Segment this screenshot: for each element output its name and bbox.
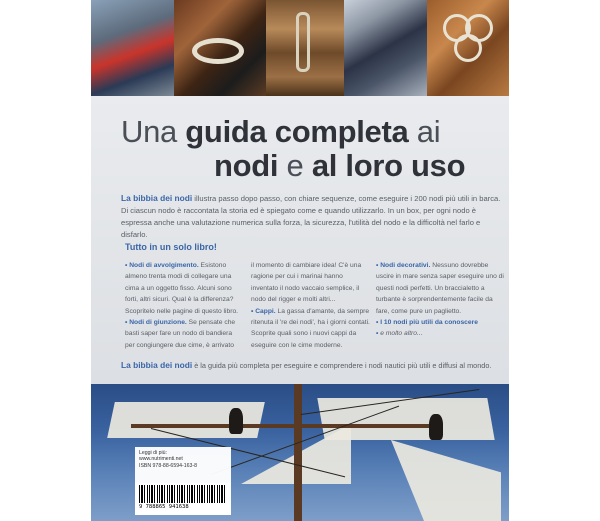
column-2: il momento di cambiare idea! C'è una ragione per cui i marinai hanno inventato il nodo vaccaio semplice, il nodo del rigger e molti altri... • Cappi. La gassa d'amante, da sempre ritenuta il 're dei nodi', ha i giorni contati. Scoprite quali sono i nuovi cappi da eseguire con le cime moderne. [251, 262, 370, 349]
photo-woman-tying-knot [344, 0, 427, 96]
item-text: Nessuno dovrebbe uscire in mare senza saper eseguire uno di questi nodi perfetti. Un braccialetto a turbante è sorprendentemente facile da fare, come pure un paglietto. [376, 262, 504, 315]
photo-decorative-knot [427, 0, 509, 96]
sailor-figure [229, 408, 243, 434]
sail [391, 440, 501, 521]
yard [131, 424, 431, 428]
sail [317, 398, 494, 440]
book-name-highlight: La bibbia dei nodi [121, 193, 193, 203]
book-name-highlight: La bibbia dei nodi [121, 360, 193, 370]
sailor-figure [429, 414, 443, 440]
item-label: Nodi di giunzione. [129, 319, 187, 327]
isbn-text: ISBN 978-88-6594-163-8 [139, 462, 197, 469]
intro-text: illustra passo dopo passo, con chiare sequenze, come eseguire i 200 nodi più utili in barca. Di ciascun nodo è raccontata la storia ed è spiegato come e quando utilizzarlo. In un box, per ogni nodo è espressa anche una valutazione numerica sulla forza, la sicurezza, l'utilità del nodo e la difficoltà nel farlo e disfarlo. [121, 194, 501, 239]
barcode-box [135, 483, 231, 515]
item-text: e molto altro... [380, 330, 423, 338]
item-text: il momento di cambiare idea! C'è una ragione per cui i marinai hanno inventato il nodo vaccaio semplice, il nodo del rigger e molti altri... [251, 262, 362, 304]
title-text-bold: nodi [214, 148, 279, 183]
intro-paragraph [121, 192, 501, 241]
publisher-info-box [135, 447, 231, 483]
item-text: Se pensate che basti saper fare un nodo di bandiera per congiungere due cime, è arrivato [125, 319, 236, 349]
sailing-ship-photo [91, 384, 509, 521]
cover-title-line2 [214, 148, 465, 184]
item-label: Cappi. [255, 307, 276, 315]
item-label: Nodi di avvolgimento. [129, 262, 199, 269]
subheading: Tutto in un solo libro! [125, 242, 217, 252]
summary-text: è la guida più completa per eseguire e comprendere i nodi nautici più utili e diffusi al mondo. [192, 361, 492, 370]
cover-title-line1 [121, 114, 440, 150]
item-label: I 10 nodi più utili da conoscere [380, 319, 478, 327]
item-text: Esistono almeno trenta modi di collegare una cima a un oggetto fisso. Alcuni sono forti, altri sicuri. Qual è la differenza? Scopritelo nelle pagine di questo libro. [125, 262, 239, 315]
column-3: • Nodi decorativi. Nessuno dovrebbe uscire in mare senza saper eseguire uno di questi nodi perfetti. Un braccialetto a turbante è sorprendentemente facile da fare, come pure un paglietto. • I 10 nodi più utili da conoscere • e molto altro... [376, 262, 504, 338]
photo-children-sailing [91, 0, 174, 96]
barcode-icon [139, 485, 227, 503]
top-photo-strip [91, 0, 509, 96]
barcode-number: 9 788865 941638 [139, 504, 189, 510]
title-text-bold: guida completa [185, 114, 409, 149]
description-panel [91, 96, 509, 384]
title-text-bold: al loro uso [311, 148, 466, 183]
title-text: Una [121, 114, 186, 149]
title-text: ai [408, 114, 441, 149]
photo-deck-winch [266, 0, 344, 96]
column-1: • Nodi di avvolgimento. Esistono almeno trenta modi di collegare una cima a un oggetto fisso. Alcuni sono forti, altri sicuri. Qual è la differenza? Scopritelo nelle pagine di questo libro. • Nodi di giunzione. Se pensate che basti saper fare un nodo di bandiera per congiungere due cime, è arrivato [125, 262, 239, 349]
item-text: La gassa d'amante, da sempre ritenuta il 're dei nodi', ha i giorni contati. Scoprite quali sono i nuovi cappi da eseguire con le cime moderne. [251, 307, 370, 349]
photo-rope-cleat [174, 0, 266, 96]
website-text: www.nutrimenti.net [139, 456, 183, 463]
info-text: Leggi di più: [139, 450, 167, 456]
summary-line [121, 360, 509, 370]
item-label: Nodi decorativi. [380, 262, 431, 269]
book-back-cover [91, 0, 509, 521]
title-text: e [278, 148, 312, 183]
mast [294, 384, 302, 521]
